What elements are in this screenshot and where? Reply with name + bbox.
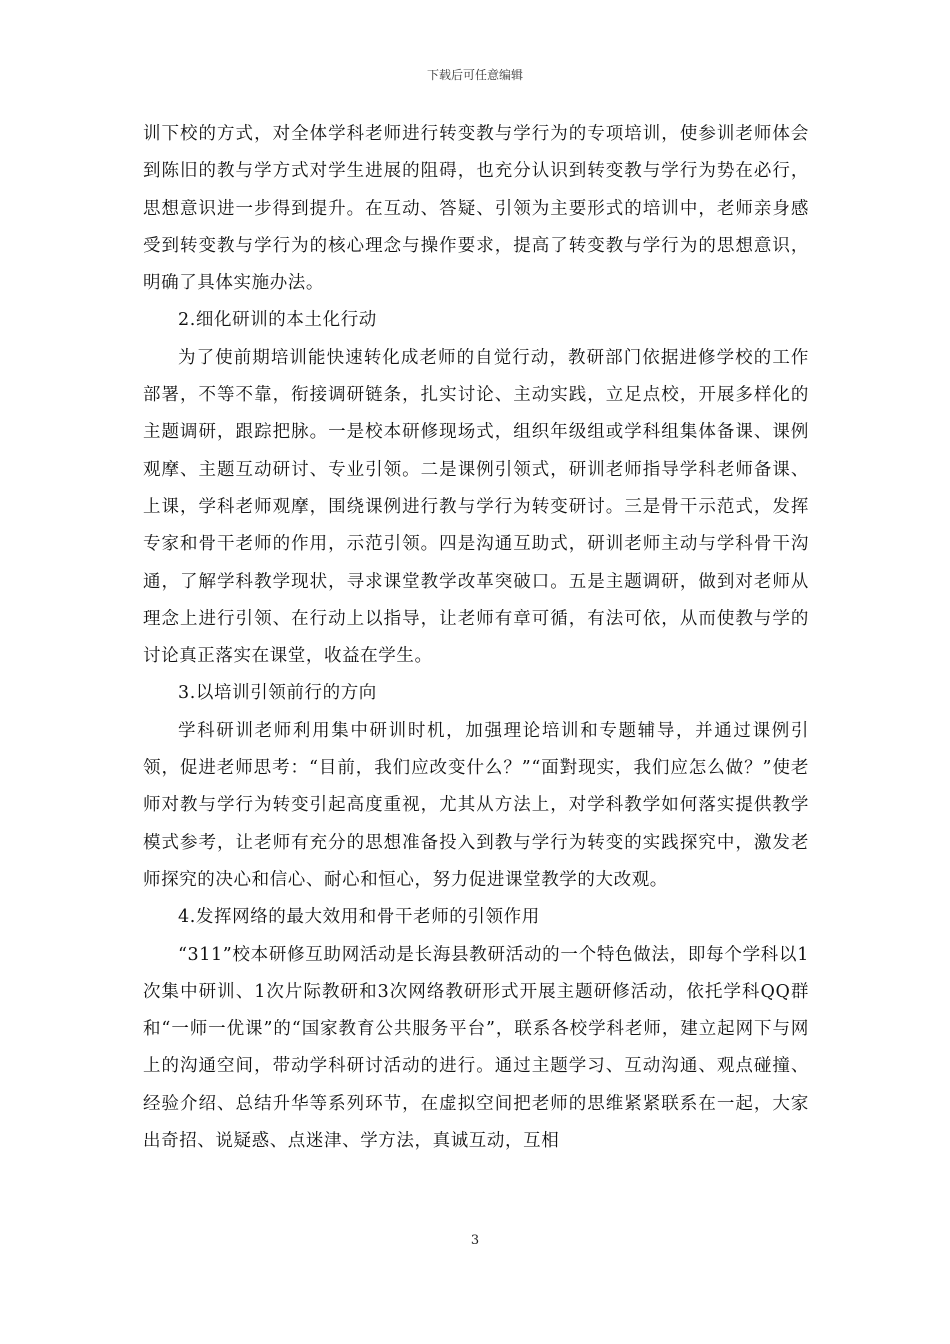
paragraph-continuation: 训下校的方式，对全体学科老师进行转变教与学行为的专项培训，使参训老师体会到陈旧的教与学方式对学生进展的阻碍，也充分认识到转变教与学行为势在必行，思想意识进一步得到提升。在互动、答疑、引领为主要形式的培训中，老师亲身感受到转变教与学行为的核心理念与操作要求，提高了转变教与学行为的思想意识，明确了具体实施办法。 bbox=[143, 124, 809, 294]
paragraph-section-3: 学科研训老师利用集中研训时机，加强理论培训和专题辅导，并通过课例引领，促进老师思考：“目前，我们应改变什么？”“面對现实，我们应怎么做？”使老师对教与学行为转变引起高度重视，尤其从方法上，对学科教学如何落实提供教学模式参考，让老师有充分的思想准备投入到教与学行为转变的实践探究中，激发老师探究的决心和信心、耐心和恒心，努力促进课堂教学的大改观。 bbox=[143, 720, 809, 890]
page-number: 3 bbox=[470, 1233, 480, 1248]
section-heading-3: 3.以培训引领前行的方向 bbox=[178, 683, 377, 704]
section-heading-4: 4.发挥网络的最大效用和骨干老师的引领作用 bbox=[178, 907, 540, 928]
paragraph-section-2: 为了使前期培训能快速转化成老师的自觉行动，教研部门依据进修学校的工作部署，不等不靠，衔接调研链条，扎实讨论、主动实践，立足点校，开展多样化的主题调研，跟踪把脉。一是校本研修现场式，组织年级组或学科组集体备课、课例观摩、主题互动研讨、专业引领。二是课例引领式，研训老师指导学科老师备课、上课，学科老师观摩，围绕课例进行教与学行为转变研讨。三是骨干示范式，发挥专家和骨干老师的作用，示范引领。四是沟通互助式，研训老师主动与学科骨干沟通，了解学科教学现状，寻求课堂教学改革突破口。五是主题调研，做到对老师从理念上进行引领、在行动上以指导，让老师有章可循，有法可依，从而使教与学的讨论真正落实在课堂，收益在学生。 bbox=[143, 347, 809, 667]
paragraph-section-4: “311”校本研修互助网活动是长海县教研活动的一个特色做法，即每个学科以1次集中研训、1次片际教研和3次网络教研形式开展主题研修活动，依托学科QQ群和“一师一优课”的“国家教育公共服务平台”，联系各校学科老师，建立起网下与网上的沟通空间，带动学科研讨活动的进行。通过主题学习、互动沟通、观点碰撞、经验介绍、总结升华等系列环节，在虚拟空间把老师的思维紧紧联系在一起，大家出奇招、说疑惑、点迷津、学方法，真诚互动，互相 bbox=[143, 944, 809, 1152]
section-heading-2: 2.细化研训的本土化行动 bbox=[178, 310, 377, 331]
page-header: 下载后可任意编辑 bbox=[426, 68, 523, 82]
document-body bbox=[143, 116, 809, 1160]
